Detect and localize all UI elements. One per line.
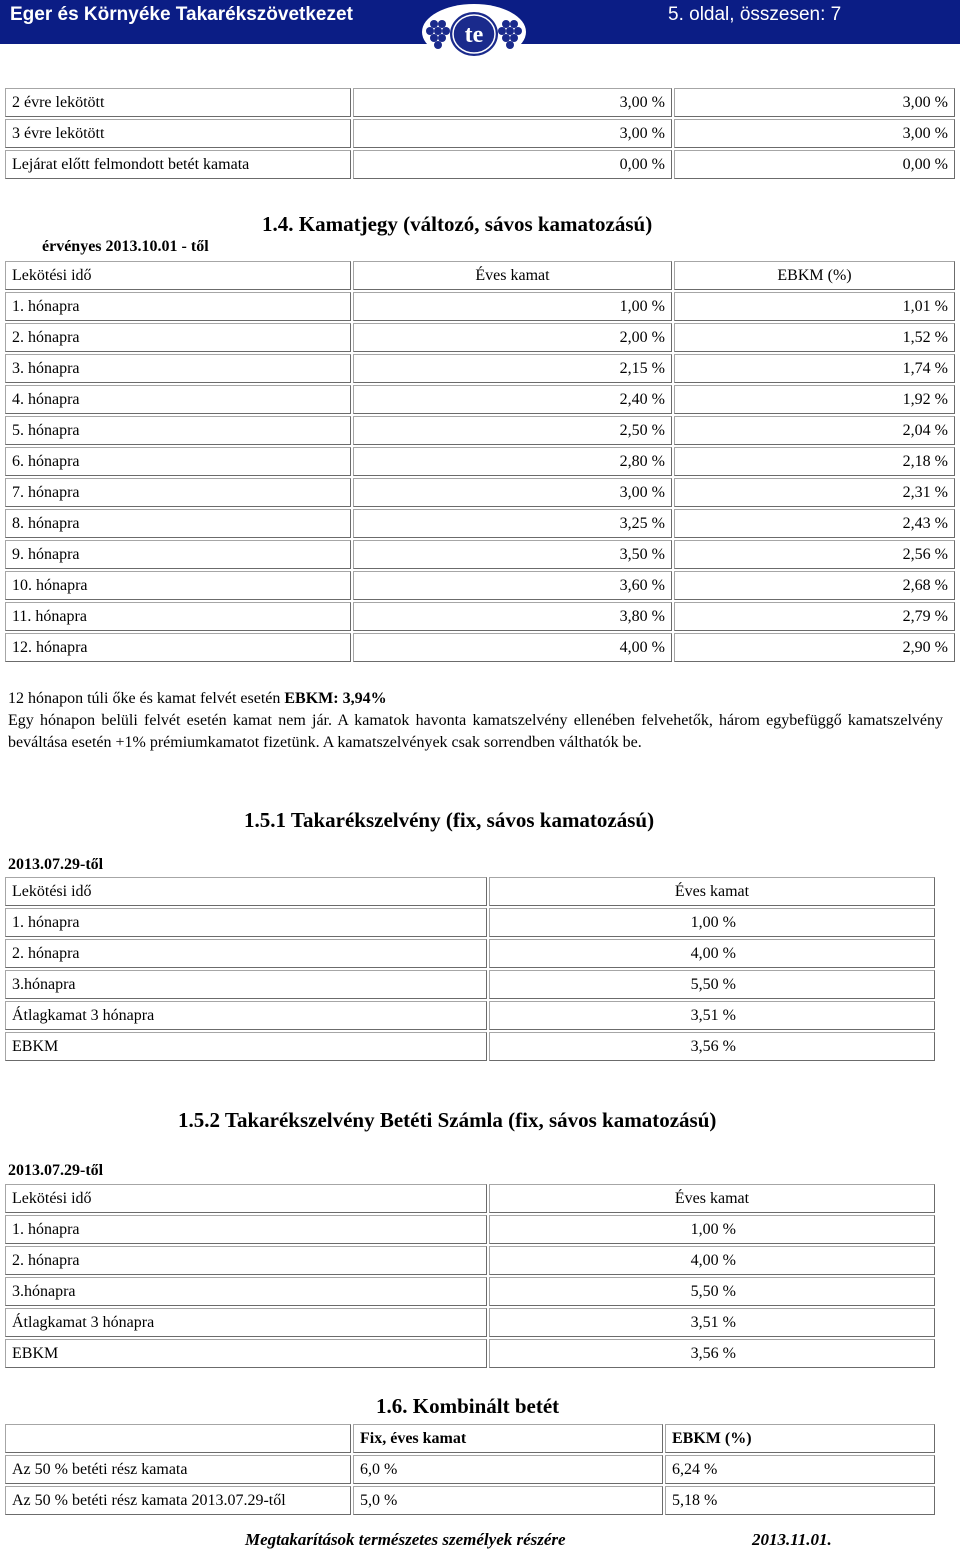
kombinalt-betet-table xyxy=(3,1422,937,1517)
ebkm-note: 12 hónapon túli őke és kamat felvét esetén EBKM: 3,94% xyxy=(8,690,387,707)
table-row xyxy=(5,416,955,445)
section-1-5-2-valid: 2013.07.29-től xyxy=(8,1162,104,1179)
table-row xyxy=(5,540,955,569)
table-header-row xyxy=(5,877,935,906)
section-1-4-note xyxy=(8,688,943,754)
annual-rate: 1,00 % xyxy=(489,908,935,937)
ebkm-rate: 2,18 % xyxy=(674,447,955,476)
term-label: 1. hónapra xyxy=(5,292,351,321)
ebkm-rate: 2,56 % xyxy=(674,540,955,569)
ebkm-rate: 2,04 % xyxy=(674,416,955,445)
annual-rate: 3,50 % xyxy=(353,540,672,569)
bank-logo xyxy=(420,2,528,64)
term-label: EBKM xyxy=(5,1339,487,1368)
annual-rate: 5,50 % xyxy=(489,970,935,999)
term-label: 9. hónapra xyxy=(5,540,351,569)
term-label: Lejárat előtt felmondott betét kamata xyxy=(5,150,351,179)
annual-rate: 3,51 % xyxy=(489,1001,935,1030)
table-row xyxy=(5,571,955,600)
rate-value-1: 0,00 % xyxy=(353,150,672,179)
ebkm-rate: 1,52 % xyxy=(674,323,955,352)
header-ebkm: EBKM (%) xyxy=(674,261,955,290)
section-1-4-title: 1.4. Kamatjegy (változó, sávos kamatozású) xyxy=(262,212,653,236)
table-row xyxy=(5,633,955,662)
section-1-4-valid: érvényes 2013.10.01 - től xyxy=(42,238,209,255)
annual-rate: 2,50 % xyxy=(353,416,672,445)
kamatjegy-description: Egy hónapon belüli felvét esetén kamat nem jár. A kamatok havonta kamatszelvény ellenében felvehetők, három egybefüggő kamatszelvény beváltása esetén +1% prémiumkamatot fizetünk. A kamatszelvények csak sorrendben válthatók be. xyxy=(8,712,943,751)
footer-date: 2013.11.01. xyxy=(752,1530,832,1549)
section-1-6-title: 1.6. Kombinált betét xyxy=(376,1394,560,1418)
annual-rate: 5,50 % xyxy=(489,1277,935,1306)
term-label: 3.hónapra xyxy=(5,1277,487,1306)
annual-rate: 4,00 % xyxy=(489,939,935,968)
term-label: EBKM xyxy=(5,1032,487,1061)
ebkm-rate: 1,74 % xyxy=(674,354,955,383)
annual-rate: 2,00 % xyxy=(353,323,672,352)
table-row xyxy=(5,88,955,117)
term-label: 12. hónapra xyxy=(5,633,351,662)
table-row xyxy=(5,1455,935,1484)
term-label: 3. hónapra xyxy=(5,354,351,383)
table-header-row xyxy=(5,261,955,290)
term-label: 8. hónapra xyxy=(5,509,351,538)
rate-value-1: 3,00 % xyxy=(353,88,672,117)
annual-rate: 3,51 % xyxy=(489,1308,935,1337)
term-label: Átlagkamat 3 hónapra xyxy=(5,1001,487,1030)
logo-letters: te xyxy=(464,22,484,48)
takarekszelveny-table xyxy=(3,875,937,1063)
section-1-5-1-valid: 2013.07.29-től xyxy=(8,856,104,873)
ebkm-rate: 1,92 % xyxy=(674,385,955,414)
table-row xyxy=(5,150,955,179)
annual-rate: 3,25 % xyxy=(353,509,672,538)
rate-value-2: 0,00 % xyxy=(674,150,955,179)
term-label: 11. hónapra xyxy=(5,602,351,631)
header-empty xyxy=(5,1424,351,1453)
term-label: 1. hónapra xyxy=(5,1215,487,1244)
annual-rate: 2,15 % xyxy=(353,354,672,383)
header-eves-kamat: Éves kamat xyxy=(353,261,672,290)
term-label: 2. hónapra xyxy=(5,1246,487,1275)
ebkm-rate: 2,90 % xyxy=(674,633,955,662)
table-row xyxy=(5,1215,935,1244)
section-1-5-2-title: 1.5.2 Takarékszelvény Betéti Számla (fix, sávos kamatozású) xyxy=(178,1108,717,1132)
table-row xyxy=(5,1246,935,1275)
table-row xyxy=(5,509,955,538)
table-row xyxy=(5,447,955,476)
table-row xyxy=(5,602,955,631)
fixed-rate: 5,0 % xyxy=(353,1486,663,1515)
annual-rate: 4,00 % xyxy=(489,1246,935,1275)
term-label: 3.hónapra xyxy=(5,970,487,999)
term-label: 3 évre lekötött xyxy=(5,119,351,148)
term-label: 7. hónapra xyxy=(5,478,351,507)
annual-rate: 3,60 % xyxy=(353,571,672,600)
annual-rate: 1,00 % xyxy=(489,1215,935,1244)
kamatjegy-table xyxy=(3,259,957,664)
table-row xyxy=(5,119,955,148)
ebkm-rate: 2,68 % xyxy=(674,571,955,600)
table-row xyxy=(5,385,955,414)
ebkm-rate: 1,01 % xyxy=(674,292,955,321)
bank-name: Eger és Környéke Takarékszövetkezet xyxy=(10,4,353,25)
term-label: 2. hónapra xyxy=(5,323,351,352)
annual-rate: 4,00 % xyxy=(353,633,672,662)
ebkm-rate: 5,18 % xyxy=(665,1486,935,1515)
table-row xyxy=(5,354,955,383)
term-label: 10. hónapra xyxy=(5,571,351,600)
ebkm-value: EBKM: 3,94% xyxy=(284,690,387,707)
table-row xyxy=(5,1032,935,1061)
header-lekotesi-ido: Lekötési idő xyxy=(5,261,351,290)
top-rate-table xyxy=(3,86,957,181)
header-eves-kamat: Éves kamat xyxy=(489,877,935,906)
table-row xyxy=(5,1339,935,1368)
page-info: 5. oldal, összesen: 7 xyxy=(668,4,842,25)
term-label: Átlagkamat 3 hónapra xyxy=(5,1308,487,1337)
table-row xyxy=(5,478,955,507)
table-row xyxy=(5,1277,935,1306)
section-1-5-1-title: 1.5.1 Takarékszelvény (fix, sávos kamatozású) xyxy=(244,808,655,832)
annual-rate: 3,56 % xyxy=(489,1339,935,1368)
table-row xyxy=(5,292,955,321)
takarekszelveny-betetiszamla-table xyxy=(3,1182,937,1370)
term-label: 2 évre lekötött xyxy=(5,88,351,117)
annual-rate: 3,00 % xyxy=(353,478,672,507)
fixed-rate: 6,0 % xyxy=(353,1455,663,1484)
annual-rate: 2,80 % xyxy=(353,447,672,476)
ebkm-rate: 2,79 % xyxy=(674,602,955,631)
table-row xyxy=(5,908,935,937)
footer-title: Megtakarítások természetes személyek részére xyxy=(245,1530,566,1549)
rate-value-1: 3,00 % xyxy=(353,119,672,148)
ebkm-rate: 2,43 % xyxy=(674,509,955,538)
rate-value-2: 3,00 % xyxy=(674,88,955,117)
term-label: 6. hónapra xyxy=(5,447,351,476)
table-row xyxy=(5,939,935,968)
header-eves-kamat: Éves kamat xyxy=(489,1184,935,1213)
deposit-label: Az 50 % betéti rész kamata xyxy=(5,1455,351,1484)
deposit-label: Az 50 % betéti rész kamata 2013.07.29-től xyxy=(5,1486,351,1515)
table-row xyxy=(5,1001,935,1030)
header-ebkm: EBKM (%) xyxy=(665,1424,935,1453)
header-fix-eves-kamat: Fix, éves kamat xyxy=(353,1424,663,1453)
term-label: 4. hónapra xyxy=(5,385,351,414)
annual-rate: 2,40 % xyxy=(353,385,672,414)
table-row xyxy=(5,1308,935,1337)
header-lekotesi-ido: Lekötési idő xyxy=(5,877,487,906)
term-label: 5. hónapra xyxy=(5,416,351,445)
annual-rate: 3,80 % xyxy=(353,602,672,631)
table-row xyxy=(5,970,935,999)
annual-rate: 1,00 % xyxy=(353,292,672,321)
header-lekotesi-ido: Lekötési idő xyxy=(5,1184,487,1213)
term-label: 2. hónapra xyxy=(5,939,487,968)
rate-value-2: 3,00 % xyxy=(674,119,955,148)
ebkm-rate: 6,24 % xyxy=(665,1455,935,1484)
annual-rate: 3,56 % xyxy=(489,1032,935,1061)
ebkm-rate: 2,31 % xyxy=(674,478,955,507)
table-row xyxy=(5,323,955,352)
table-header-row xyxy=(5,1184,935,1213)
term-label: 1. hónapra xyxy=(5,908,487,937)
table-header-row xyxy=(5,1424,935,1453)
table-row xyxy=(5,1486,935,1515)
